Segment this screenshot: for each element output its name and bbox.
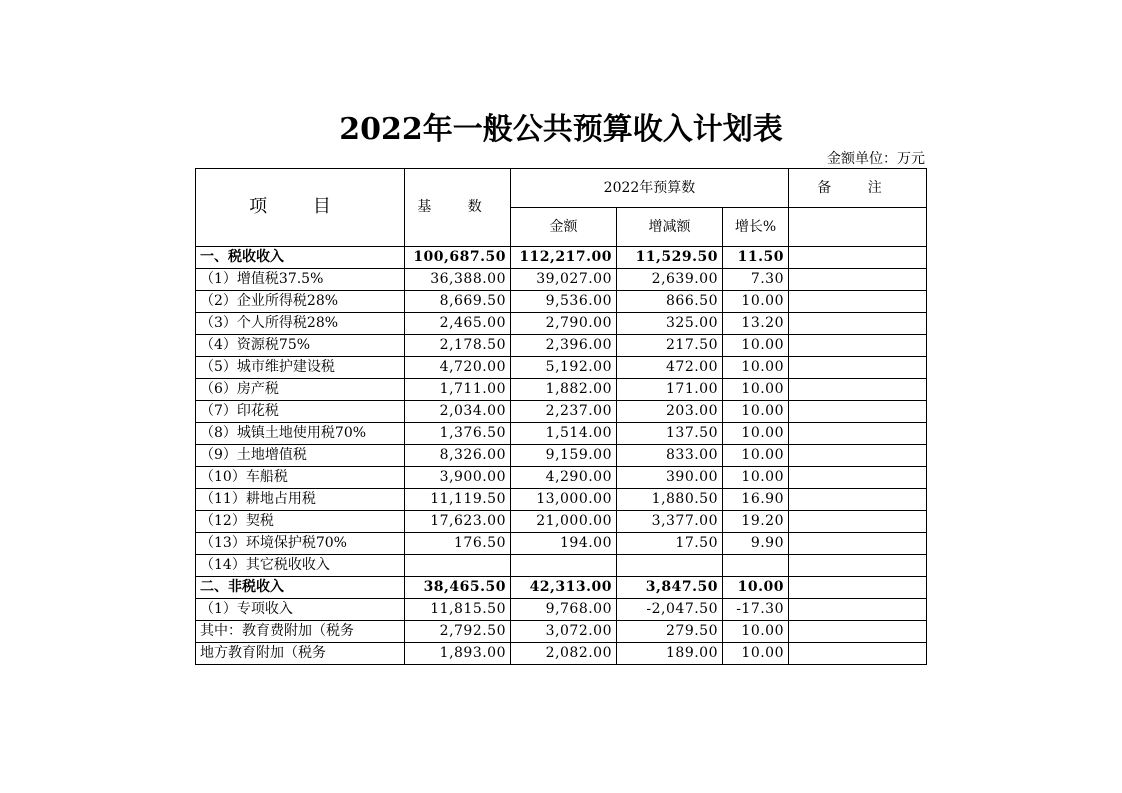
row-amount-cell: 4,290.00 <box>511 467 617 489</box>
row-base-cell: 8,669.50 <box>405 291 511 313</box>
table-row <box>196 247 927 269</box>
row-remark-cell <box>789 379 927 401</box>
row-base-cell: 11,119.50 <box>405 489 511 511</box>
table-row <box>196 643 927 665</box>
row-change-cell: -2,047.50 <box>617 599 723 621</box>
row-amount-cell: 9,159.00 <box>511 445 617 467</box>
row-amount-cell: 2,082.00 <box>511 643 617 665</box>
header-budget-group: 2022年预算数 <box>511 169 789 208</box>
row-change-cell: 189.00 <box>617 643 723 665</box>
row-amount-cell: 21,000.00 <box>511 511 617 533</box>
row-name-cell: （4）资源税75% <box>196 335 405 357</box>
header-item-label: 项 目 <box>249 196 351 217</box>
row-name-cell: （14）其它税收收入 <box>196 555 405 577</box>
row-remark-cell <box>789 467 927 489</box>
row-growth-cell: 11.50 <box>723 247 789 269</box>
row-growth-cell: -17.30 <box>723 599 789 621</box>
row-change-cell: 833.00 <box>617 445 723 467</box>
row-growth-cell: 10.00 <box>723 423 789 445</box>
row-growth-cell: 10.00 <box>723 445 789 467</box>
row-remark-cell <box>789 335 927 357</box>
row-name-cell: 一、税收收入 <box>196 247 405 269</box>
row-base-cell: 36,388.00 <box>405 269 511 291</box>
header-change: 增减额 <box>617 208 723 247</box>
row-amount-cell: 39,027.00 <box>511 269 617 291</box>
row-change-cell: 866.50 <box>617 291 723 313</box>
table-row <box>196 313 927 335</box>
row-remark-cell <box>789 577 927 599</box>
row-amount-cell: 5,192.00 <box>511 357 617 379</box>
row-growth-cell: 10.00 <box>723 291 789 313</box>
row-base-cell: 1,893.00 <box>405 643 511 665</box>
row-remark-cell <box>789 269 927 291</box>
table-row <box>196 423 927 445</box>
header-remark <box>789 169 927 208</box>
table-row <box>196 467 927 489</box>
header-amount: 金额 <box>511 208 617 247</box>
table-row <box>196 335 927 357</box>
row-name-cell: （11）耕地占用税 <box>196 489 405 511</box>
header-remark-blank <box>789 208 927 247</box>
row-change-cell: 137.50 <box>617 423 723 445</box>
row-remark-cell <box>789 445 927 467</box>
row-change-cell: 1,880.50 <box>617 489 723 511</box>
row-base-cell: 11,815.50 <box>405 599 511 621</box>
row-growth-cell: 7.30 <box>723 269 789 291</box>
row-name-cell: 其中：教育费附加（税务 <box>196 621 405 643</box>
row-change-cell <box>617 555 723 577</box>
row-change-cell: 3,377.00 <box>617 511 723 533</box>
row-remark-cell <box>789 599 927 621</box>
header-base <box>405 169 511 247</box>
row-growth-cell: 10.00 <box>723 643 789 665</box>
row-base-cell <box>405 555 511 577</box>
row-growth-cell: 10.00 <box>723 401 789 423</box>
table-row <box>196 445 927 467</box>
row-growth-cell: 10.00 <box>723 621 789 643</box>
row-growth-cell: 10.00 <box>723 577 789 599</box>
row-amount-cell: 2,790.00 <box>511 313 617 335</box>
row-name-cell: （1）增值税37.5% <box>196 269 405 291</box>
row-change-cell: 279.50 <box>617 621 723 643</box>
row-remark-cell <box>789 247 927 269</box>
row-name-cell: （3）个人所得税28% <box>196 313 405 335</box>
row-remark-cell <box>789 423 927 445</box>
row-amount-cell: 9,536.00 <box>511 291 617 313</box>
row-base-cell: 2,034.00 <box>405 401 511 423</box>
row-amount-cell: 2,396.00 <box>511 335 617 357</box>
page-title: 2022年一般公共预算收入计划表 <box>339 112 783 147</box>
header-growth: 增长% <box>723 208 789 247</box>
header-base-label: 基 数 <box>417 199 498 215</box>
table-row <box>196 599 927 621</box>
row-growth-cell <box>723 555 789 577</box>
row-growth-cell: 10.00 <box>723 467 789 489</box>
unit-label: 金额单位：万元 <box>827 151 925 167</box>
row-name-cell: （6）房产税 <box>196 379 405 401</box>
row-name-cell: （1）专项收入 <box>196 599 405 621</box>
table-row <box>196 357 927 379</box>
row-growth-cell: 9.90 <box>723 533 789 555</box>
row-name-cell: （5）城市维护建设税 <box>196 357 405 379</box>
row-remark-cell <box>789 533 927 555</box>
table-body <box>196 247 927 665</box>
row-amount-cell: 2,237.00 <box>511 401 617 423</box>
row-amount-cell: 13,000.00 <box>511 489 617 511</box>
row-remark-cell <box>789 357 927 379</box>
header-item <box>196 169 405 247</box>
table-row <box>196 577 927 599</box>
table-row <box>196 291 927 313</box>
row-name-cell: （9）土地增值税 <box>196 445 405 467</box>
row-base-cell: 17,623.00 <box>405 511 511 533</box>
row-name-cell: 地方教育附加（税务 <box>196 643 405 665</box>
row-change-cell: 2,639.00 <box>617 269 723 291</box>
row-remark-cell <box>789 313 927 335</box>
row-growth-cell: 19.20 <box>723 511 789 533</box>
row-base-cell: 2,178.50 <box>405 335 511 357</box>
row-name-cell: （2）企业所得税28% <box>196 291 405 313</box>
row-change-cell: 11,529.50 <box>617 247 723 269</box>
row-base-cell: 38,465.50 <box>405 577 511 599</box>
row-name-cell: （13）环境保护税70% <box>196 533 405 555</box>
row-base-cell: 2,792.50 <box>405 621 511 643</box>
row-change-cell: 171.00 <box>617 379 723 401</box>
row-change-cell: 390.00 <box>617 467 723 489</box>
row-remark-cell <box>789 555 927 577</box>
table-row <box>196 401 927 423</box>
row-base-cell: 1,711.00 <box>405 379 511 401</box>
row-name-cell: （7）印花税 <box>196 401 405 423</box>
row-name-cell: （12）契税 <box>196 511 405 533</box>
row-growth-cell: 16.90 <box>723 489 789 511</box>
row-amount-cell: 1,882.00 <box>511 379 617 401</box>
table-row <box>196 269 927 291</box>
row-growth-cell: 10.00 <box>723 335 789 357</box>
header-remark-label: 备 注 <box>817 180 898 196</box>
row-amount-cell: 112,217.00 <box>511 247 617 269</box>
row-remark-cell <box>789 401 927 423</box>
table-row <box>196 621 927 643</box>
row-base-cell: 2,465.00 <box>405 313 511 335</box>
row-remark-cell <box>789 489 927 511</box>
row-base-cell: 4,720.00 <box>405 357 511 379</box>
row-remark-cell <box>789 621 927 643</box>
row-name-cell: 二、非税收入 <box>196 577 405 599</box>
row-base-cell: 8,326.00 <box>405 445 511 467</box>
table-row <box>196 379 927 401</box>
table-row <box>196 489 927 511</box>
table-row <box>196 511 927 533</box>
row-name-cell: （8）城镇土地使用税70% <box>196 423 405 445</box>
row-remark-cell <box>789 643 927 665</box>
row-change-cell: 325.00 <box>617 313 723 335</box>
row-base-cell: 176.50 <box>405 533 511 555</box>
row-change-cell: 203.00 <box>617 401 723 423</box>
row-amount-cell <box>511 555 617 577</box>
row-growth-cell: 10.00 <box>723 357 789 379</box>
row-base-cell: 100,687.50 <box>405 247 511 269</box>
row-amount-cell: 3,072.00 <box>511 621 617 643</box>
row-amount-cell: 194.00 <box>511 533 617 555</box>
row-name-cell: （10）车船税 <box>196 467 405 489</box>
row-growth-cell: 10.00 <box>723 379 789 401</box>
row-growth-cell: 13.20 <box>723 313 789 335</box>
row-amount-cell: 1,514.00 <box>511 423 617 445</box>
table-row <box>196 533 927 555</box>
row-change-cell: 17.50 <box>617 533 723 555</box>
row-amount-cell: 42,313.00 <box>511 577 617 599</box>
table-row <box>196 555 927 577</box>
row-amount-cell: 9,768.00 <box>511 599 617 621</box>
budget-table <box>195 168 927 665</box>
row-remark-cell <box>789 511 927 533</box>
row-base-cell: 3,900.00 <box>405 467 511 489</box>
row-change-cell: 217.50 <box>617 335 723 357</box>
row-remark-cell <box>789 291 927 313</box>
row-change-cell: 3,847.50 <box>617 577 723 599</box>
row-base-cell: 1,376.50 <box>405 423 511 445</box>
row-change-cell: 472.00 <box>617 357 723 379</box>
